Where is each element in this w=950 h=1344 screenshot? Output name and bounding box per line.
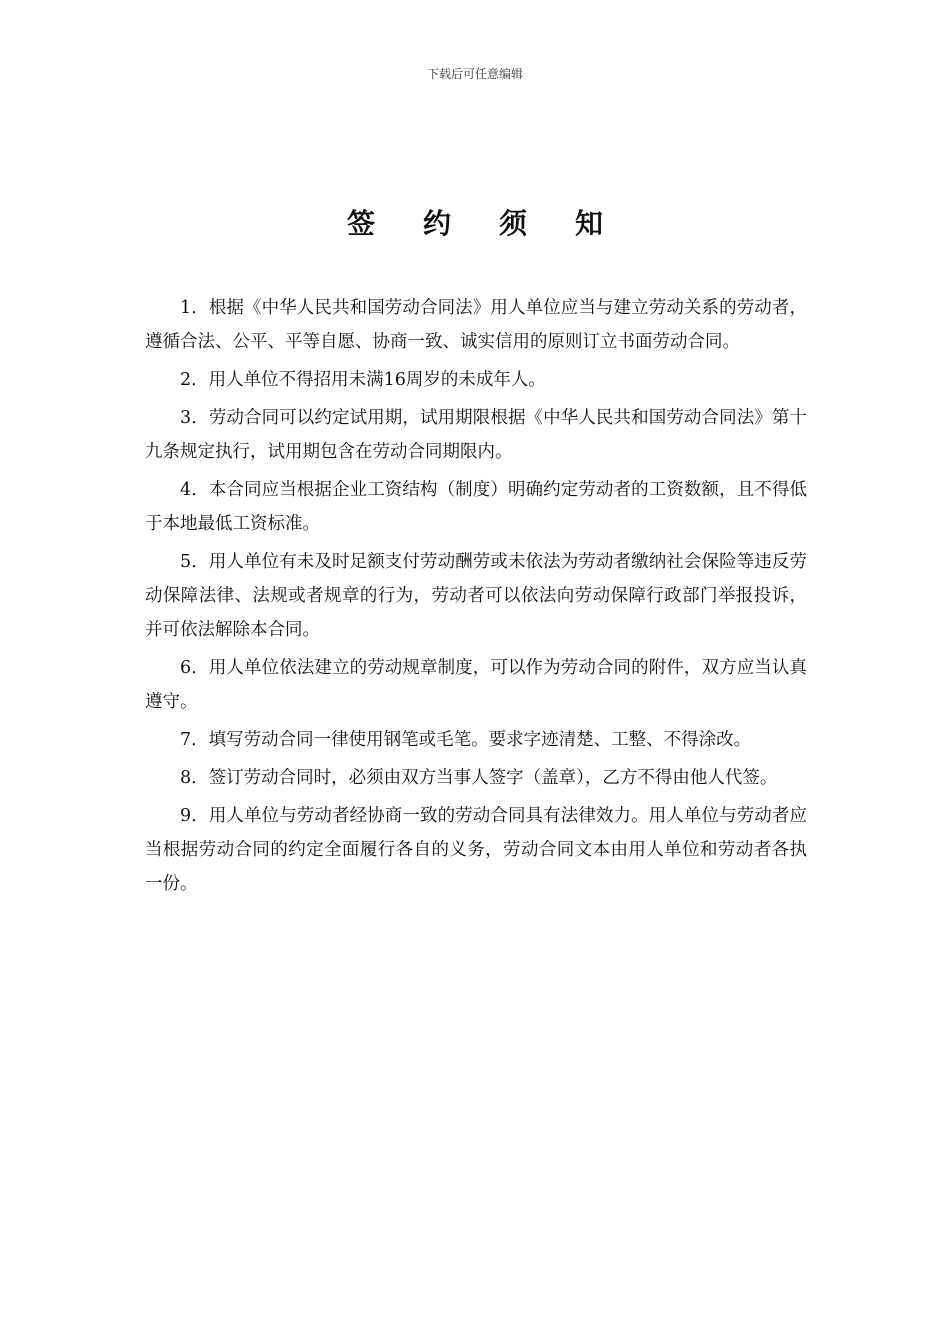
notice-item-8: 8．签订劳动合同时，必须由双方当事人签字（盖章），乙方不得由他人代签。 [180, 768, 778, 788]
notice-item-5: 5．用人单位有未及时足额支付劳动酬劳或未依法为劳动者缴纳社会保险等违反劳动保障法律、法规或者规章的行为，劳动者可以依法向劳动保障行政部门举报投诉，并可依法解除本合同。 [145, 552, 807, 640]
notice-body [145, 291, 807, 905]
notice-item-7: 7．填写劳动合同一律使用钢笔或毛笔。要求字迹清楚、工整、不得涂改。 [180, 730, 752, 750]
page-title: 签约须知 [346, 207, 651, 240]
notice-item-2: 2．用人单位不得招用未满16周岁的未成年人。 [180, 370, 546, 390]
notice-item-6: 6．用人单位依法建立的劳动规章制度，可以作为劳动合同的附件，双方应当认真遵守。 [145, 658, 807, 712]
notice-item-3: 3．劳动合同可以约定试用期，试用期限根据《中华人民共和国劳动合同法》第十九条规定执行，试用期包含在劳动合同期限内。 [145, 408, 807, 462]
notice-item-4: 4．本合同应当根据企业工资结构（制度）明确约定劳动者的工资数额，且不得低于本地最低工资标准。 [145, 480, 807, 534]
notice-item-9: 9．用人单位与劳动者经协商一致的劳动合同具有法律效力。用人单位与劳动者应当根据劳动合同的约定全面履行各自的义务，劳动合同文本由用人单位和劳动者各执一份。 [145, 806, 807, 894]
page-header: 下载后可任意编辑 [426, 67, 523, 81]
notice-item-1: 1．根据《中华人民共和国劳动合同法》用人单位应当与建立劳动关系的劳动者，遵循合法、公平、平等自愿、协商一致、诚实信用的原则订立书面劳动合同。 [145, 298, 807, 352]
